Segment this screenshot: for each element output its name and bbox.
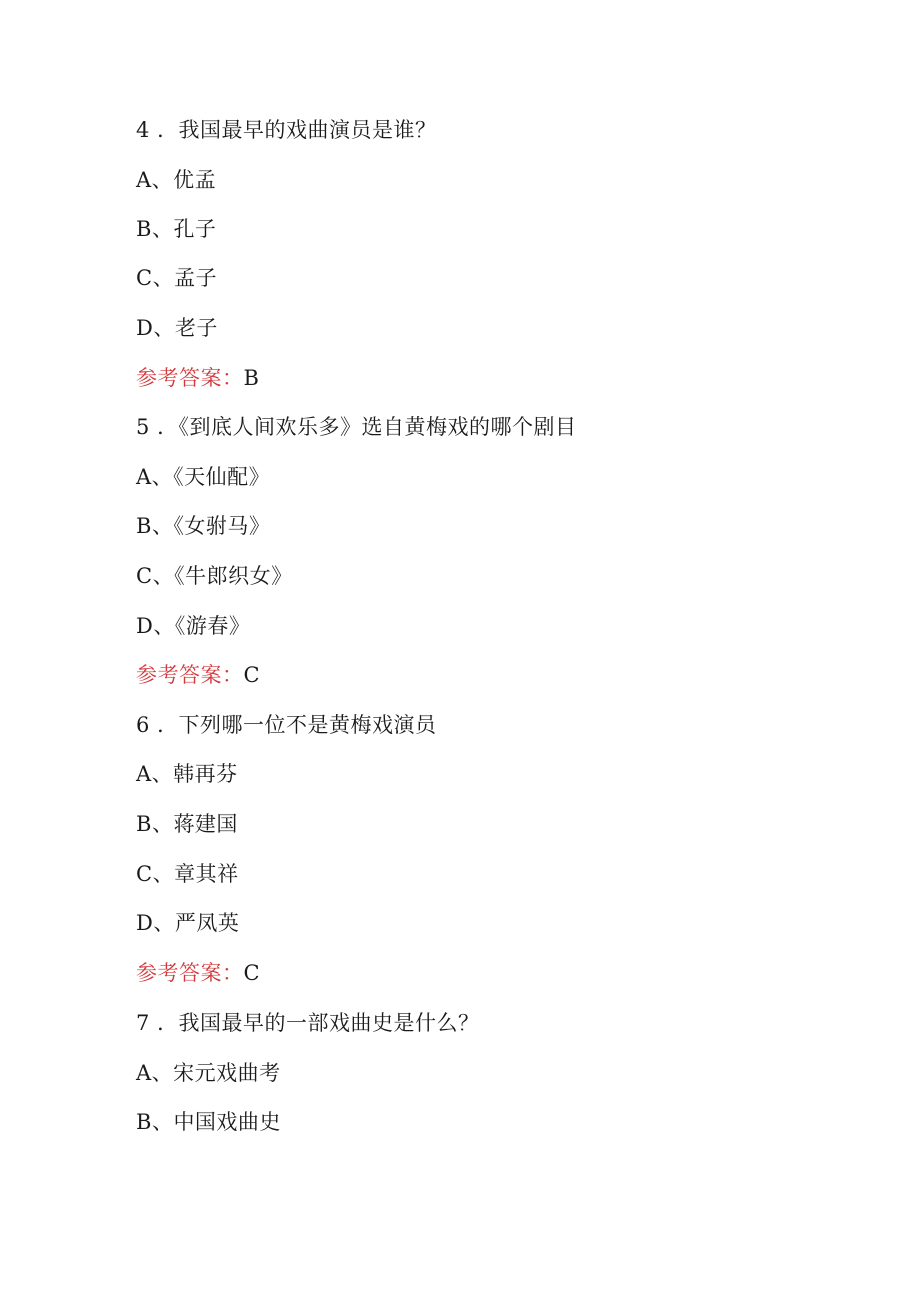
option-separator: 、 <box>152 564 175 588</box>
question-number: 4 <box>136 118 150 142</box>
option-letter: D <box>136 614 154 638</box>
option-letter: A <box>136 168 152 192</box>
option-letter: A <box>136 762 152 786</box>
option-text: 老子 <box>174 316 218 340</box>
question-7-title <box>136 1009 480 1037</box>
option-text: 韩再芬 <box>173 762 238 786</box>
question-text: ．我国最早的一部戏曲史是什么？ <box>157 1011 480 1035</box>
answer-value: C <box>243 663 261 687</box>
option-text: 《牛郎织女》 <box>174 564 293 588</box>
option-separator: 、 <box>153 911 175 935</box>
option-text: 严凤英 <box>174 911 240 935</box>
option-letter: B <box>136 1110 152 1134</box>
option-letter: D <box>136 316 154 340</box>
question-text: ．下列哪一位不是黄梅戏演员 <box>157 713 437 737</box>
option-separator: 、 <box>151 465 174 489</box>
option-separator: 、 <box>151 812 174 836</box>
option-text: 《天仙配》 <box>173 465 271 489</box>
question-text: ．《到底人间欢乐多》选自黄梅戏的哪个剧目 <box>157 415 577 439</box>
question-number: 7 <box>136 1011 150 1035</box>
question-6-answer <box>136 959 260 987</box>
question-7-option-a <box>136 1059 281 1087</box>
question-5-answer <box>136 661 260 689</box>
question-4-option-a <box>136 166 216 194</box>
question-4-title <box>136 116 437 144</box>
option-letter: B <box>136 514 152 538</box>
answer-value: B <box>243 366 260 390</box>
option-separator: 、 <box>153 316 175 340</box>
question-4-option-c <box>136 264 217 292</box>
option-separator: 、 <box>151 217 174 241</box>
question-6-option-b <box>136 810 238 838</box>
option-separator: 、 <box>151 514 174 538</box>
question-5-option-c <box>136 562 293 590</box>
option-separator: 、 <box>152 266 175 290</box>
option-letter: C <box>136 564 153 588</box>
question-7-option-b <box>136 1108 281 1136</box>
question-number: 6 <box>136 713 150 737</box>
option-separator: 、 <box>152 862 175 886</box>
option-letter: A <box>136 1061 152 1085</box>
option-text: 宋元戏曲考 <box>173 1061 281 1085</box>
option-letter: C <box>136 266 153 290</box>
option-letter: B <box>136 812 152 836</box>
option-text: 中国戏曲史 <box>173 1110 281 1134</box>
question-5-option-a <box>136 463 270 491</box>
option-text: 《女驸马》 <box>173 514 271 538</box>
answer-label: 参考答案： <box>136 961 244 985</box>
question-5-option-d <box>136 612 250 640</box>
option-text: 优孟 <box>173 168 217 192</box>
option-letter: C <box>136 862 153 886</box>
question-5-option-b <box>136 512 270 540</box>
answer-value: C <box>243 961 261 985</box>
option-separator: 、 <box>151 762 174 786</box>
question-4-option-b <box>136 215 216 243</box>
question-4-option-d <box>136 314 218 342</box>
option-text: 孔子 <box>173 217 217 241</box>
answer-label: 参考答案： <box>136 663 244 687</box>
option-separator: 、 <box>151 1110 174 1134</box>
option-letter: D <box>136 911 154 935</box>
question-text: ．我国最早的戏曲演员是谁？ <box>157 118 437 142</box>
question-6-option-a <box>136 760 238 788</box>
option-text: 《游春》 <box>174 614 251 638</box>
option-text: 章其祥 <box>174 862 239 886</box>
option-text: 孟子 <box>174 266 218 290</box>
option-separator: 、 <box>151 168 174 192</box>
option-letter: A <box>136 465 152 489</box>
question-6-title <box>136 711 437 739</box>
question-6-option-c <box>136 860 239 888</box>
question-5-title <box>136 413 577 441</box>
question-4-answer <box>136 364 259 392</box>
option-separator: 、 <box>153 614 175 638</box>
option-letter: B <box>136 217 152 241</box>
question-number: 5 <box>136 415 150 439</box>
question-6-option-d <box>136 909 239 937</box>
option-text: 蒋建国 <box>173 812 238 836</box>
option-separator: 、 <box>151 1061 174 1085</box>
answer-label: 参考答案： <box>136 366 244 390</box>
